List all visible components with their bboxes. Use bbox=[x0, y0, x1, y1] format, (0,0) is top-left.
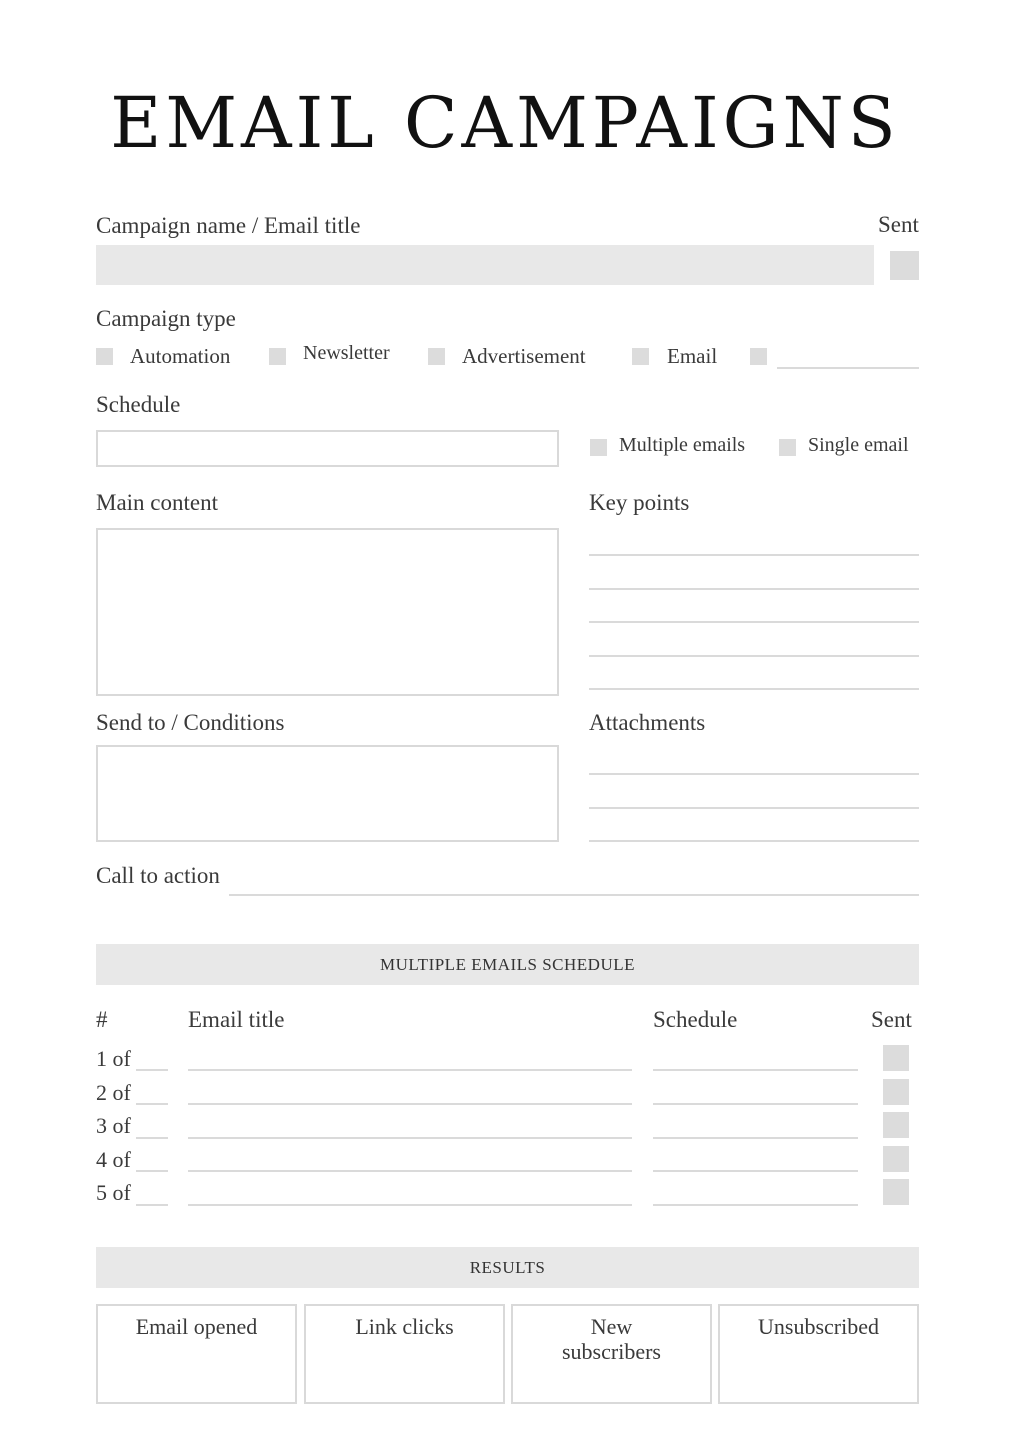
option-single-email: Single email bbox=[808, 434, 909, 456]
row-total-field[interactable] bbox=[136, 1137, 168, 1139]
checkbox-multiple-emails[interactable] bbox=[590, 439, 607, 456]
row-sent-checkbox[interactable] bbox=[883, 1146, 909, 1172]
row-number: 3 of bbox=[96, 1113, 131, 1138]
row-schedule-field[interactable] bbox=[653, 1204, 858, 1206]
key-point-line[interactable] bbox=[589, 688, 919, 690]
row-number: 2 of bbox=[96, 1080, 131, 1105]
checkbox-newsletter[interactable] bbox=[269, 348, 286, 365]
row-email-title-field[interactable] bbox=[188, 1069, 632, 1071]
row-number: 4 of bbox=[96, 1147, 131, 1172]
row-number: 5 of bbox=[96, 1180, 131, 1205]
checkbox-automation[interactable] bbox=[96, 348, 113, 365]
row-schedule-field[interactable] bbox=[653, 1137, 858, 1139]
result-label: New subscribers bbox=[562, 1314, 661, 1364]
row-number: 1 of bbox=[96, 1046, 131, 1071]
send-to-label: Send to / Conditions bbox=[96, 710, 285, 735]
result-label: Unsubscribed bbox=[758, 1314, 879, 1339]
page-title: EMAIL CAMPAIGNS bbox=[110, 82, 900, 164]
attachment-line[interactable] bbox=[589, 773, 919, 775]
result-new-subscribers[interactable] bbox=[511, 1304, 712, 1404]
column-email-title: Email title bbox=[188, 1007, 285, 1032]
other-type-field[interactable] bbox=[777, 367, 919, 369]
checkbox-single-email[interactable] bbox=[779, 439, 796, 456]
multiple-emails-schedule-header: MULTIPLE EMAILS SCHEDULE bbox=[96, 944, 919, 985]
key-point-line[interactable] bbox=[589, 621, 919, 623]
call-to-action-field[interactable] bbox=[229, 894, 919, 896]
row-total-field[interactable] bbox=[136, 1204, 168, 1206]
send-to-field[interactable] bbox=[96, 745, 559, 842]
row-total-field[interactable] bbox=[136, 1103, 168, 1105]
main-content-field[interactable] bbox=[96, 528, 559, 696]
attachment-line[interactable] bbox=[589, 807, 919, 809]
result-link-clicks[interactable] bbox=[304, 1304, 505, 1404]
key-point-line[interactable] bbox=[589, 655, 919, 657]
row-total-field[interactable] bbox=[136, 1170, 168, 1172]
option-newsletter: Newsletter bbox=[303, 342, 390, 364]
row-sent-checkbox[interactable] bbox=[883, 1045, 909, 1071]
row-schedule-field[interactable] bbox=[653, 1103, 858, 1105]
row-sent-checkbox[interactable] bbox=[883, 1079, 909, 1105]
row-sent-checkbox[interactable] bbox=[883, 1112, 909, 1138]
attachments-label: Attachments bbox=[589, 710, 706, 735]
column-schedule: Schedule bbox=[653, 1007, 738, 1032]
campaign-name-field[interactable] bbox=[96, 245, 874, 285]
schedule-field[interactable] bbox=[96, 430, 559, 467]
results-header: RESULTS bbox=[96, 1247, 919, 1288]
checkbox-email[interactable] bbox=[632, 348, 649, 365]
row-total-field[interactable] bbox=[136, 1069, 168, 1071]
sent-label: Sent bbox=[878, 212, 919, 237]
row-email-title-field[interactable] bbox=[188, 1137, 632, 1139]
campaign-name-label: Campaign name / Email title bbox=[96, 213, 361, 238]
checkbox-other[interactable] bbox=[750, 348, 767, 365]
option-automation: Automation bbox=[130, 344, 231, 368]
result-email-opened[interactable] bbox=[96, 1304, 297, 1404]
row-schedule-field[interactable] bbox=[653, 1170, 858, 1172]
option-multiple-emails: Multiple emails bbox=[619, 434, 746, 456]
option-advertisement: Advertisement bbox=[462, 344, 586, 368]
result-label: Email opened bbox=[135, 1314, 258, 1339]
row-email-title-field[interactable] bbox=[188, 1170, 632, 1172]
column-number: # bbox=[96, 1007, 108, 1032]
row-email-title-field[interactable] bbox=[188, 1103, 632, 1105]
key-point-line[interactable] bbox=[589, 588, 919, 590]
column-sent: Sent bbox=[871, 1007, 912, 1032]
sent-checkbox[interactable] bbox=[890, 251, 919, 280]
result-unsubscribed[interactable] bbox=[718, 1304, 919, 1404]
option-email: Email bbox=[667, 344, 718, 368]
attachment-line[interactable] bbox=[589, 840, 919, 842]
row-email-title-field[interactable] bbox=[188, 1204, 632, 1206]
result-label: Link clicks bbox=[355, 1314, 454, 1339]
checkbox-advertisement[interactable] bbox=[428, 348, 445, 365]
row-sent-checkbox[interactable] bbox=[883, 1179, 909, 1205]
row-schedule-field[interactable] bbox=[653, 1069, 858, 1071]
schedule-label: Schedule bbox=[96, 392, 181, 417]
key-points-label: Key points bbox=[589, 490, 690, 515]
call-to-action-label: Call to action bbox=[96, 863, 220, 888]
campaign-type-label: Campaign type bbox=[96, 306, 236, 331]
main-content-label: Main content bbox=[96, 490, 218, 515]
key-point-line[interactable] bbox=[589, 554, 919, 556]
